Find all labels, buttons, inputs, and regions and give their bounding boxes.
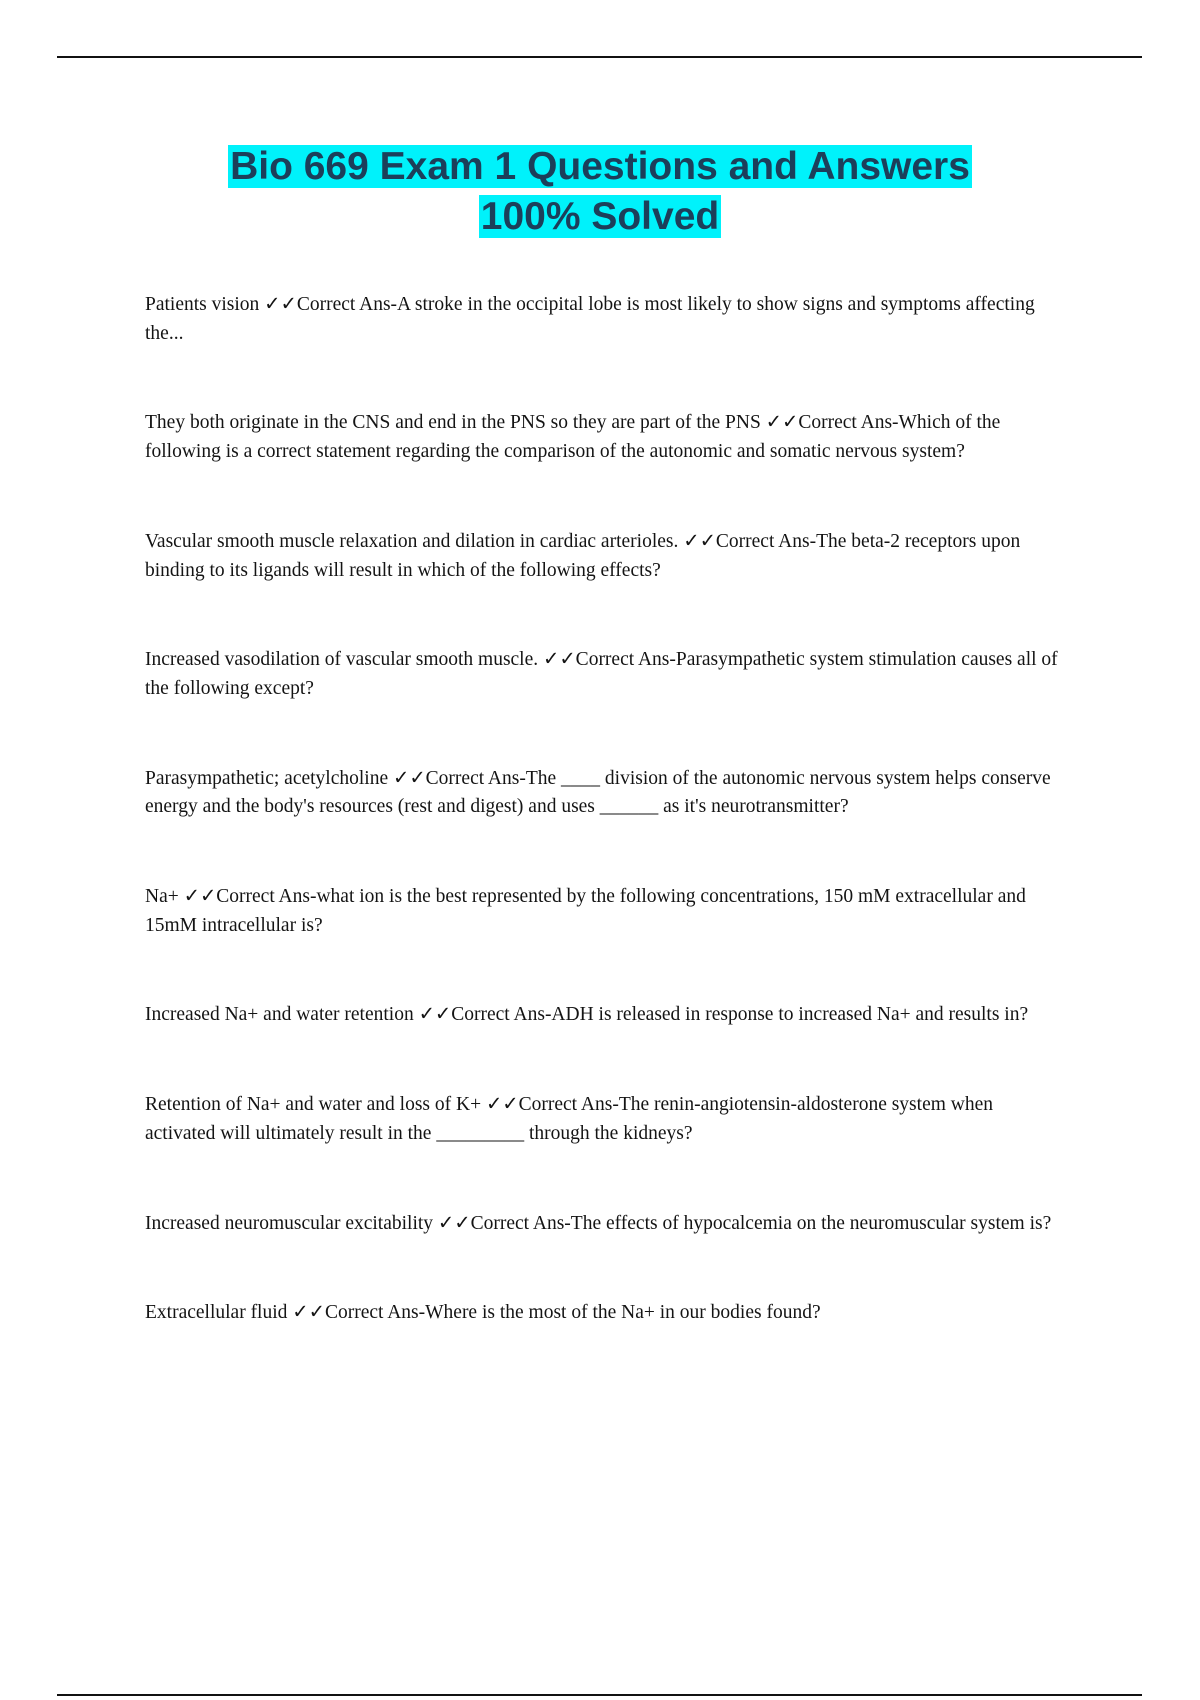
header-rule <box>57 56 1142 58</box>
qa-item-1: Patients vision ✓✓Correct Ans-A stroke in the occipital lobe is most likely to show signs and symptoms affecting the... <box>145 294 1035 344</box>
qa-item-8: Retention of Na+ and water and loss of K+ ✓✓Correct Ans-The renin-angiotensin-aldosterone system when activated will ultimately result in the _________ through the kidneys? <box>145 1094 994 1144</box>
title-line-2: 100% Solved <box>480 195 720 238</box>
qa-item-9: Increased neuromuscular excitability ✓✓Correct Ans-The effects of hypocalcemia on the neuromuscular system is? <box>145 1212 1052 1234</box>
qa-item-10: Extracellular fluid ✓✓Correct Ans-Where is the most of the Na+ in our bodies found? <box>145 1302 821 1324</box>
footer-rule <box>57 1694 1142 1696</box>
qa-item-6: Na+ ✓✓Correct Ans-what ion is the best represented by the following concentrations, 150 mM extracellular and 15mM intracellular is? <box>145 886 1026 936</box>
qa-item-5: Parasympathetic; acetylcholine ✓✓Correct Ans-The ____ division of the autonomic nervous system helps conserve energy and the body's resources (rest and digest) and uses ______ as it's neurotransmitter? <box>145 767 1051 818</box>
title-line-1: Bio 669 Exam 1 Questions and Answers <box>230 145 970 188</box>
qa-item-4: Increased vasodilation of vascular smooth muscle. ✓✓Correct Ans-Parasympathetic system stimulation causes all of the following except? <box>145 649 1058 699</box>
qa-item-2: They both originate in the CNS and end in the PNS so they are part of the PNS ✓✓Correct Ans-Which of the following is a correct statement regarding the comparison of the autonomic and somatic nervous system? <box>145 412 1001 463</box>
qa-item-3: Vascular smooth muscle relaxation and dilation in cardiac arterioles. ✓✓Correct Ans-The beta-2 receptors upon binding to its ligands will result in which of the following effects? <box>145 530 1021 581</box>
document-title <box>60 142 1140 242</box>
qa-list <box>145 291 1065 1328</box>
qa-item-7: Increased Na+ and water retention ✓✓Correct Ans-ADH is released in response to increased Na+ and results in? <box>145 1004 1029 1026</box>
